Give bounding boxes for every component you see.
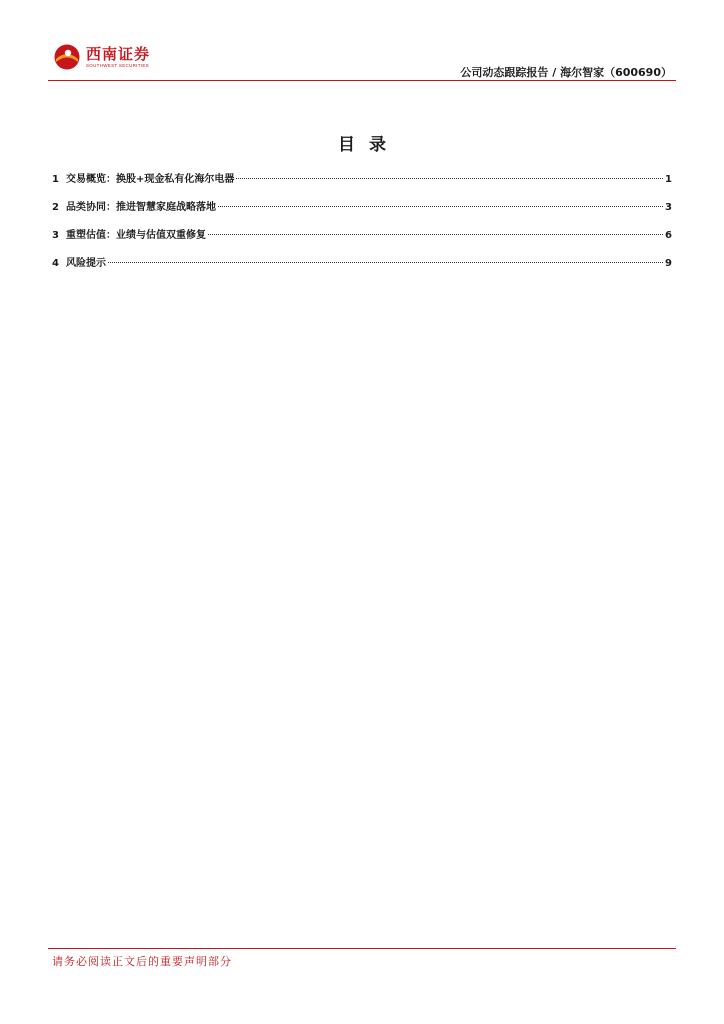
toc-entry-number: 3 — [52, 230, 59, 241]
table-of-contents — [52, 170, 672, 282]
toc-entry-title[interactable]: 品类协同：推进智慧家庭战略落地 — [66, 202, 216, 213]
toc-entry-page[interactable]: 9 — [665, 258, 672, 269]
logo-chinese-name: 西南证券 — [86, 44, 151, 63]
toc-entry-page[interactable]: 3 — [665, 202, 672, 213]
toc-leader-dots — [208, 234, 663, 235]
logo-english-name: SOUTHWEST SECURITIES — [86, 62, 149, 68]
toc-entry-title[interactable]: 重塑估值：业绩与估值双重修复 — [66, 230, 206, 241]
toc-entry-title[interactable]: 风险提示 — [66, 258, 106, 269]
toc-entry-page[interactable]: 6 — [665, 230, 672, 241]
toc-entry-number: 2 — [52, 202, 59, 213]
toc-leader-dots — [236, 178, 663, 179]
toc-entry[interactable] — [52, 254, 672, 282]
toc-leader-dots — [108, 262, 663, 263]
toc-heading: 目录 — [338, 135, 400, 155]
footer-divider — [48, 948, 676, 949]
toc-entry[interactable] — [52, 198, 672, 226]
toc-entry-title[interactable]: 交易概览：换股+现金私有化海尔电器 — [66, 174, 235, 185]
toc-entry[interactable] — [52, 226, 672, 254]
company-logo — [54, 44, 150, 70]
southwest-securities-logo-icon — [54, 44, 80, 70]
toc-leader-dots — [218, 206, 663, 207]
toc-entry-number: 1 — [52, 174, 59, 185]
toc-entry-page[interactable]: 1 — [665, 174, 672, 185]
report-header-title: 公司动态跟踪报告 / 海尔智家（600690） — [460, 66, 672, 79]
toc-entry[interactable] — [52, 170, 672, 198]
toc-entry-number: 4 — [52, 258, 59, 269]
header-divider — [48, 80, 676, 81]
footer-disclaimer-notice: 请务必阅读正文后的重要声明部分 — [52, 955, 232, 968]
